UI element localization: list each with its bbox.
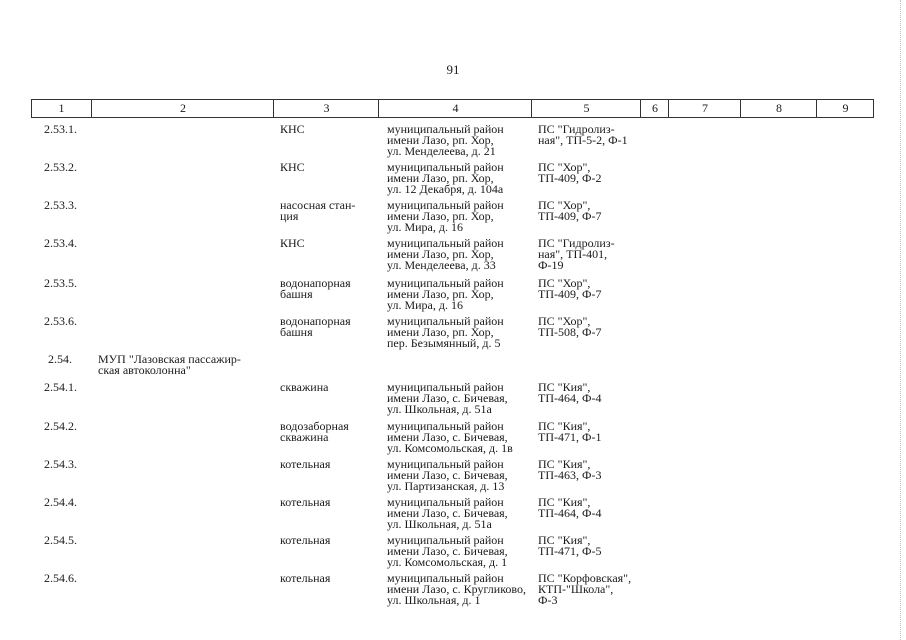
object-address: муниципальный район имени Лазо, рп. Хор, ул. 12 Декабря, д. 104а [387,160,504,196]
object-type: насосная стан- ция [280,198,356,223]
object-type: КНС [280,236,305,250]
object-address: муниципальный район имени Лазо, рп. Хор, пер. Безымянный, д. 5 [387,314,504,350]
object-address: муниципальный район имени Лазо, с. Бичевая, ул. Школьная, д. 51а [387,495,508,531]
object-type: водонапорная башня [280,276,351,301]
power-substation: ПС "Корфовская", КТП-"Школа", Ф-3 [538,571,632,607]
object-address: муниципальный район имени Лазо, с. Бичевая, ул. Партизанская, д. 13 [387,457,508,493]
object-address: муниципальный район имени Лазо, рп. Хор, ул. Менделеева, д. 21 [387,122,504,158]
page-number: 91 [446,62,460,77]
header-col-9: 9 [816,100,874,117]
power-substation: ПС "Хор", ТП-409, Ф-7 [538,276,602,301]
power-substation: ПС "Кия", ТП-464, Ф-4 [538,380,602,405]
row-number: 2.54.5. [44,533,77,547]
organization-name: МУП "Лазовская пассажир- ская автоколонна" [98,352,241,377]
object-type: КНС [280,122,305,136]
header-col-1: 1 [58,101,65,115]
power-substation: ПС "Кия", ТП-471, Ф-5 [538,533,602,558]
row-number: 2.54.3. [44,457,77,471]
header-col-4: 4 [378,100,532,117]
header-col-6: 6 [640,100,669,117]
header-col-3: 3 [273,100,379,117]
object-address: муниципальный район имени Лазо, рп. Хор, ул. Мира, д. 16 [387,198,504,234]
header-col-5: 5 [531,100,641,117]
power-substation: ПС "Хор", ТП-409, Ф-2 [538,160,602,185]
object-address: муниципальный район имени Лазо, с. Бичевая, ул. Школьная, д. 51а [387,380,508,416]
power-substation: ПС "Хор", ТП-508, Ф-7 [538,314,602,339]
row-number: 2.54.1. [44,380,77,394]
object-address: муниципальный район имени Лазо, с. Бичевая, ул. Комсомольская, д. 1 [387,533,508,569]
power-substation: ПС "Хор", ТП-409, Ф-7 [538,198,602,223]
header-col-8: 8 [740,100,817,117]
row-number: 2.54.6. [44,571,77,585]
object-type: водонапорная башня [280,314,351,339]
row-number: 2.54.4. [44,495,77,509]
row-number: 2.53.5. [44,276,77,290]
object-type: котельная [280,571,331,585]
power-substation: ПС "Кия", ТП-471, Ф-1 [538,419,602,444]
power-substation: ПС "Гидролиз- ная", ТП-401, Ф-19 [538,236,615,272]
power-substation: ПС "Гидролиз- ная", ТП-5-2, Ф-1 [538,122,628,147]
header-col-7: 7 [668,100,741,117]
table-header [31,99,874,118]
row-number: 2.54.2. [44,419,77,433]
object-address: муниципальный район имени Лазо, с. Кругликово, ул. Школьная, д. 1 [387,571,527,607]
object-type: скважина [280,380,329,394]
power-substation: ПС "Кия", ТП-463, Ф-3 [538,457,602,482]
row-number: 2.53.4. [44,236,77,250]
object-type: котельная [280,457,331,471]
object-address: муниципальный район имени Лазо, с. Бичевая, ул. Комсомольская, д. 1в [387,419,513,455]
object-type: КНС [280,160,305,174]
object-type: котельная [280,533,331,547]
object-type: водозаборная скважина [280,419,349,444]
power-substation: ПС "Кия", ТП-464, Ф-4 [538,495,602,520]
row-number: 2.53.2. [44,160,77,174]
section-number: 2.54. [48,352,72,366]
header-col-2: 2 [91,100,274,117]
row-number: 2.53.3. [44,198,77,212]
object-type: котельная [280,495,331,509]
page-edge-dotted-line [900,0,902,640]
row-number: 2.53.1. [44,122,77,136]
object-address: муниципальный район имени Лазо, рп. Хор, ул. Менделеева, д. 33 [387,236,504,272]
object-address: муниципальный район имени Лазо, рп. Хор, ул. Мира, д. 16 [387,276,504,312]
row-number: 2.53.6. [44,314,77,328]
